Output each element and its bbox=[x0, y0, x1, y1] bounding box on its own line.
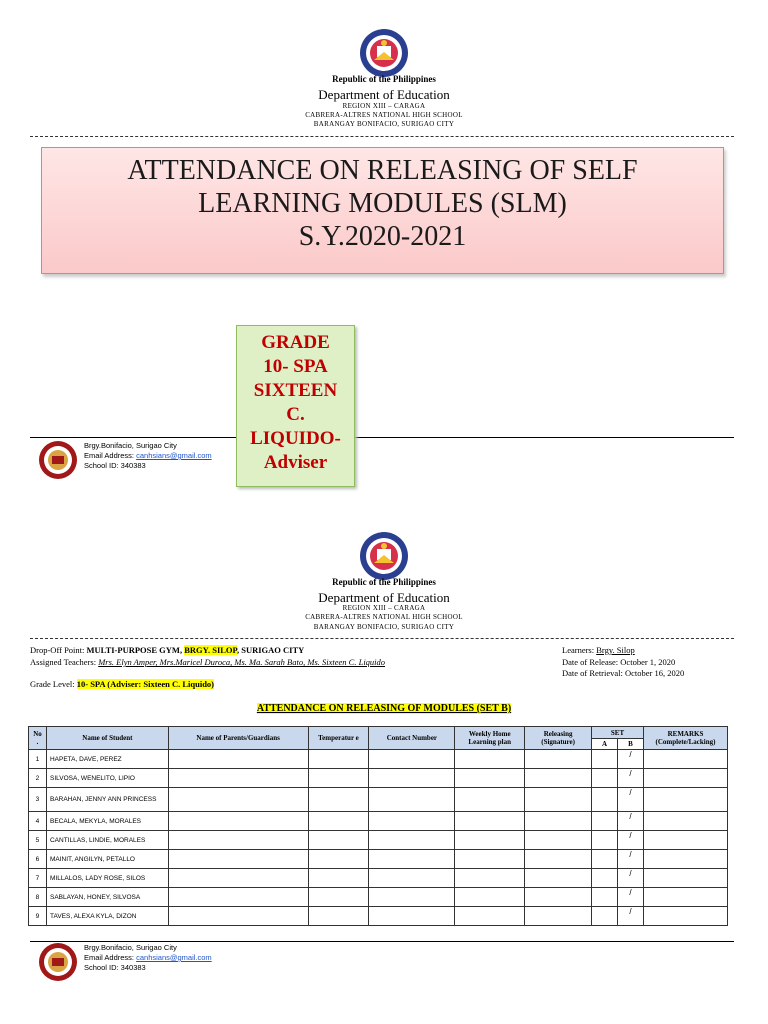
set-b-mark: / bbox=[618, 869, 644, 888]
footer-address: Brgy.Bonifacio, Surigao City bbox=[84, 943, 177, 952]
grade-level bbox=[30, 679, 214, 690]
set-a-cell bbox=[592, 750, 618, 769]
table-row bbox=[29, 869, 728, 888]
deped-seal-icon bbox=[359, 531, 409, 581]
footer-address: Brgy.Bonifacio, Surigao City bbox=[84, 441, 177, 450]
weekly-plan-cell bbox=[455, 788, 525, 812]
weekly-plan-cell bbox=[455, 831, 525, 850]
table-row bbox=[29, 812, 728, 831]
parent-cell bbox=[168, 769, 308, 788]
release-label: Date of Release: bbox=[562, 657, 621, 667]
table-row bbox=[29, 750, 728, 769]
header-set-b: B bbox=[618, 739, 644, 750]
footer-email-row bbox=[84, 953, 212, 963]
parent-cell bbox=[168, 750, 308, 769]
dropoff-brgy: BRGY. SILOP bbox=[184, 645, 237, 655]
contact-cell bbox=[369, 850, 455, 869]
table-row bbox=[29, 769, 728, 788]
remarks-cell bbox=[643, 812, 727, 831]
school-name-text: CABRERA-ALTRES NATIONAL HIGH SCHOOL bbox=[305, 111, 463, 119]
set-a-cell bbox=[592, 888, 618, 907]
parent-cell bbox=[168, 869, 308, 888]
set-b-mark: / bbox=[618, 850, 644, 869]
region-text: REGION XIII – CARAGA bbox=[342, 102, 426, 110]
contact-cell bbox=[369, 888, 455, 907]
department-text: Department of Education bbox=[318, 87, 450, 102]
retrieval-value: October 16, 2020 bbox=[625, 668, 685, 678]
grade-level-label: Grade Level: bbox=[30, 679, 77, 689]
signature-cell bbox=[525, 812, 592, 831]
temperature-cell bbox=[308, 907, 369, 926]
grade-level-value: 10- SPA (Adviser: Sixteen C. Liquido) bbox=[76, 679, 215, 689]
weekly-plan-cell bbox=[455, 888, 525, 907]
grade-line-5: LIQUIDO- bbox=[250, 428, 341, 449]
parent-cell bbox=[168, 812, 308, 831]
header-divider bbox=[30, 136, 734, 137]
table-row bbox=[29, 831, 728, 850]
remarks-cell bbox=[643, 888, 727, 907]
grade-line-2: 10- SPA bbox=[263, 356, 328, 377]
title-line-3: S.Y.2020-2021 bbox=[298, 221, 467, 252]
header-weekly-plan: Weekly Home Learning plan bbox=[455, 727, 525, 750]
email-label: Email Address: bbox=[84, 451, 137, 460]
set-a-cell bbox=[592, 831, 618, 850]
set-b-title bbox=[0, 703, 768, 714]
footer-school-id: School ID: 340383 bbox=[84, 461, 146, 470]
set-a-cell bbox=[592, 812, 618, 831]
republic-text: Republic of the Philippines bbox=[332, 74, 436, 84]
contact-cell bbox=[369, 788, 455, 812]
footer-contact bbox=[84, 943, 212, 973]
temperature-cell bbox=[308, 869, 369, 888]
set-a-cell bbox=[592, 788, 618, 812]
school-address-text: BARANGAY BONIFACIO, SURIGAO CITY bbox=[313, 120, 455, 128]
remarks-cell bbox=[643, 788, 727, 812]
learners-info bbox=[562, 645, 635, 656]
header-divider bbox=[30, 638, 734, 639]
row-number: 9 bbox=[29, 907, 47, 926]
contact-cell bbox=[369, 812, 455, 831]
set-a-cell bbox=[592, 769, 618, 788]
set-a-cell bbox=[592, 907, 618, 926]
row-number: 2 bbox=[29, 769, 47, 788]
student-name: HAPETA, DAVE, PEREZ bbox=[46, 750, 168, 769]
row-number: 8 bbox=[29, 888, 47, 907]
row-number: 1 bbox=[29, 750, 47, 769]
email-link[interactable]: canhsians@gmail.com bbox=[136, 451, 212, 460]
signature-cell bbox=[525, 788, 592, 812]
temperature-cell bbox=[308, 812, 369, 831]
header-temperature: Temperatur e bbox=[308, 727, 369, 750]
parent-cell bbox=[168, 907, 308, 926]
set-b-mark: / bbox=[618, 831, 644, 850]
contact-cell bbox=[369, 769, 455, 788]
assigned-teachers bbox=[30, 657, 385, 668]
signature-cell bbox=[525, 769, 592, 788]
school-name-text: CABRERA-ALTRES NATIONAL HIGH SCHOOL bbox=[305, 613, 463, 621]
weekly-plan-cell bbox=[455, 869, 525, 888]
student-name: BARAHAN, JENNY ANN PRINCESS bbox=[46, 788, 168, 812]
set-b-title-text: ATTENDANCE ON RELEASING OF MODULES (SET B) bbox=[256, 703, 512, 714]
set-b-mark: / bbox=[618, 907, 644, 926]
signature-cell bbox=[525, 907, 592, 926]
student-name: BECALA, MEKYLA, MORALES bbox=[46, 812, 168, 831]
temperature-cell bbox=[308, 750, 369, 769]
learners-value: Brgy. Silop bbox=[596, 645, 635, 655]
contact-cell bbox=[369, 750, 455, 769]
dropoff-label: Drop-Off Point: bbox=[30, 645, 87, 655]
email-label: Email Address: bbox=[84, 953, 137, 962]
row-number: 4 bbox=[29, 812, 47, 831]
row-number: 3 bbox=[29, 788, 47, 812]
footer-school-id: School ID: 340383 bbox=[84, 963, 146, 972]
temperature-cell bbox=[308, 850, 369, 869]
row-number: 5 bbox=[29, 831, 47, 850]
set-b-mark: / bbox=[618, 812, 644, 831]
set-b-mark: / bbox=[618, 769, 644, 788]
title-line-1: ATTENDANCE ON RELEASING OF SELF bbox=[127, 155, 638, 186]
weekly-plan-cell bbox=[455, 812, 525, 831]
set-b-mark: / bbox=[618, 750, 644, 769]
signature-cell bbox=[525, 869, 592, 888]
signature-cell bbox=[525, 831, 592, 850]
remarks-cell bbox=[643, 769, 727, 788]
temperature-cell bbox=[308, 888, 369, 907]
header-remarks: REMARKS (Complete/Lacking) bbox=[643, 727, 727, 750]
student-name: TAVES, ALEXA KYLA, DIZON bbox=[46, 907, 168, 926]
parent-cell bbox=[168, 831, 308, 850]
dropoff-point bbox=[30, 645, 304, 656]
grade-label-box bbox=[236, 325, 355, 487]
row-number: 6 bbox=[29, 850, 47, 869]
student-name: MILLALOS, LADY ROSE, SILOS bbox=[46, 869, 168, 888]
header-releasing: Releasing (Signature) bbox=[525, 727, 592, 750]
contact-cell bbox=[369, 831, 455, 850]
teachers-label: Assigned Teachers: bbox=[30, 657, 99, 667]
attendance-table bbox=[28, 726, 728, 926]
header-set-a: A bbox=[592, 739, 618, 750]
remarks-cell bbox=[643, 831, 727, 850]
republic-text: Republic of the Philippines bbox=[332, 577, 436, 587]
department-text: Department of Education bbox=[318, 590, 450, 605]
school-address-text: BARANGAY BONIFACIO, SURIGAO CITY bbox=[313, 623, 455, 631]
retrieval-date bbox=[562, 668, 684, 679]
header-set: SET bbox=[592, 727, 644, 739]
signature-cell bbox=[525, 750, 592, 769]
retrieval-label: Date of Retrieval: bbox=[562, 668, 626, 678]
contact-cell bbox=[369, 907, 455, 926]
parent-cell bbox=[168, 788, 308, 812]
header-parents: Name of Parents/Guardians bbox=[168, 727, 308, 750]
student-name: SILVOSA, WENELITO, LIPIO bbox=[46, 769, 168, 788]
document-title bbox=[41, 147, 724, 274]
table-row bbox=[29, 788, 728, 812]
footer-divider bbox=[30, 437, 734, 438]
set-a-cell bbox=[592, 850, 618, 869]
contact-cell bbox=[369, 869, 455, 888]
release-value: October 1, 2020 bbox=[620, 657, 676, 667]
student-name: CANTILLAS, LINDIE, MORALES bbox=[46, 831, 168, 850]
footer-email-row bbox=[84, 451, 212, 461]
grade-line-4: C. bbox=[286, 404, 305, 425]
table-row bbox=[29, 888, 728, 907]
table-row bbox=[29, 907, 728, 926]
header-no: No . bbox=[29, 727, 47, 750]
grade-line-3: SIXTEEN bbox=[253, 380, 338, 401]
set-b-mark: / bbox=[618, 888, 644, 907]
signature-cell bbox=[525, 850, 592, 869]
region-text: REGION XIII – CARAGA bbox=[342, 604, 426, 612]
weekly-plan-cell bbox=[455, 850, 525, 869]
title-line-2: LEARNING MODULES (SLM) bbox=[198, 188, 567, 219]
temperature-cell bbox=[308, 788, 369, 812]
email-link[interactable]: canhsians@gmail.com bbox=[136, 953, 212, 962]
header-contact: Contact Number bbox=[369, 727, 455, 750]
dropoff-value-1: MULTI-PURPOSE GYM, bbox=[86, 645, 185, 655]
remarks-cell bbox=[643, 750, 727, 769]
grade-line-6: Adviser bbox=[263, 452, 328, 473]
header-student: Name of Student bbox=[46, 727, 168, 750]
weekly-plan-cell bbox=[455, 907, 525, 926]
weekly-plan-cell bbox=[455, 769, 525, 788]
footer-divider bbox=[30, 941, 734, 942]
footer-contact bbox=[84, 441, 212, 471]
temperature-cell bbox=[308, 831, 369, 850]
release-date bbox=[562, 657, 675, 668]
parent-cell bbox=[168, 850, 308, 869]
deped-seal-icon bbox=[359, 28, 409, 78]
school-logo-icon bbox=[38, 440, 78, 480]
table-row bbox=[29, 850, 728, 869]
row-number: 7 bbox=[29, 869, 47, 888]
remarks-cell bbox=[643, 869, 727, 888]
learners-label: Learners: bbox=[562, 645, 597, 655]
signature-cell bbox=[525, 888, 592, 907]
dropoff-value-2: , SURIGAO CITY bbox=[236, 645, 305, 655]
temperature-cell bbox=[308, 769, 369, 788]
parent-cell bbox=[168, 888, 308, 907]
weekly-plan-cell bbox=[455, 750, 525, 769]
set-b-mark: / bbox=[618, 788, 644, 812]
remarks-cell bbox=[643, 850, 727, 869]
remarks-cell bbox=[643, 907, 727, 926]
grade-line-1: GRADE bbox=[261, 332, 330, 353]
set-a-cell bbox=[592, 869, 618, 888]
student-name: SABLAYAN, HONEY, SILVOSA bbox=[46, 888, 168, 907]
student-name: MAINIT, ANGILYN, PETALLO bbox=[46, 850, 168, 869]
school-logo-icon bbox=[38, 942, 78, 982]
teachers-value: Mrs. Elyn Amper, Mrs.Maricel Duroca, Ms. Ma. Sarah Bato, Ms. Sixteen C. Liquido bbox=[98, 657, 386, 667]
